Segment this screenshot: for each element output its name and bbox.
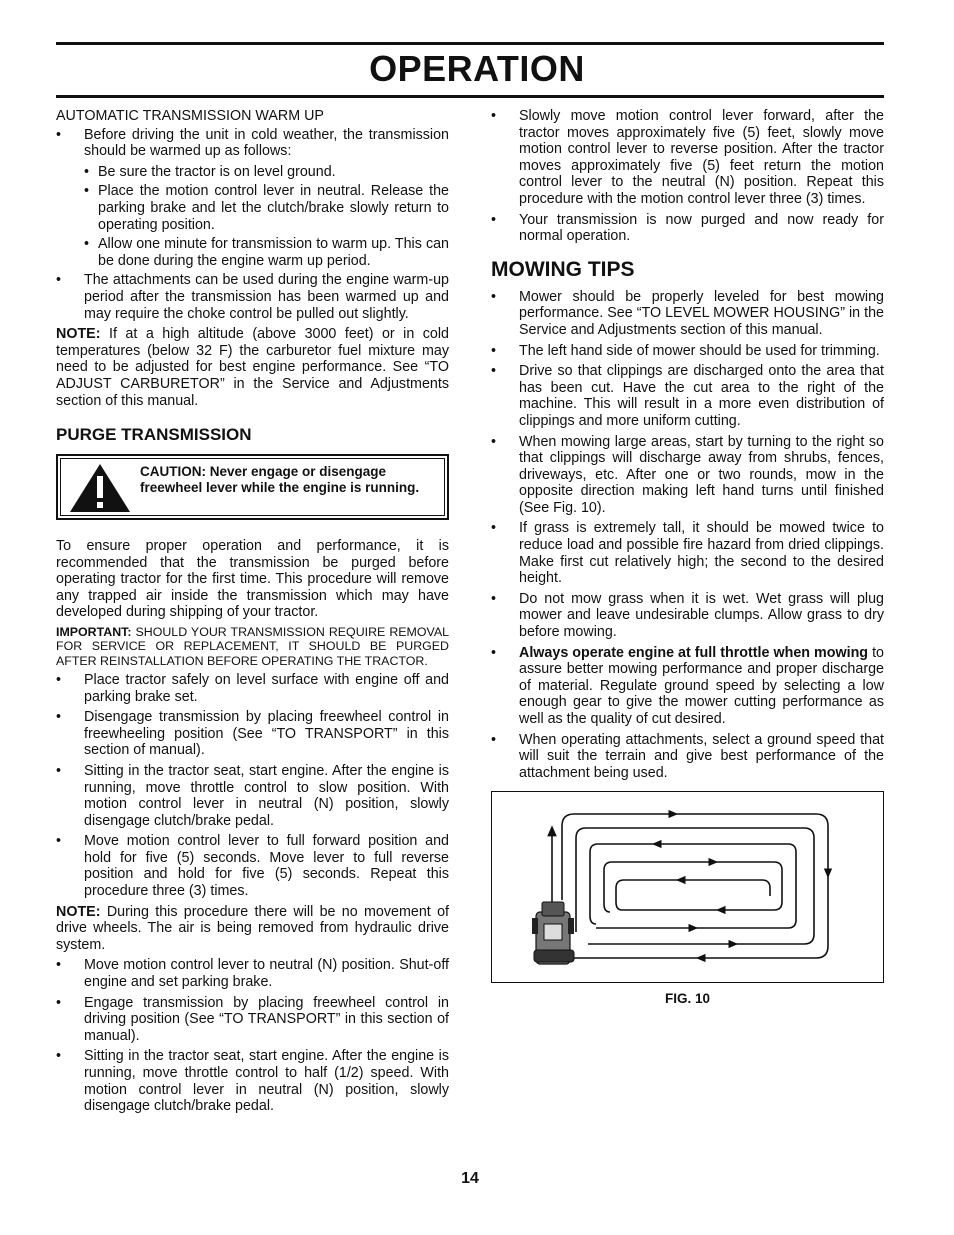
note-label: NOTE: — [56, 326, 101, 343]
note-altitude — [56, 326, 449, 409]
purge-intro: To ensure proper operation and performance, it is recommended that the transmission be purged before operating tractor for the first time. This procedure will remove any trapped air inside the transmission which may have developed during shipping of your tractor. — [56, 538, 449, 621]
tractor-icon — [532, 902, 574, 964]
mowing-tip: • Do not mow grass when it is wet. Wet grass will plug mower and leave undesirable clumps. Allow grass to dry before mowing. — [491, 591, 884, 641]
mowing-tip: • If grass is extremely tall, it should be mowed twice to reduce load and possible fire hazard from dried clippings. Make first cut relatively high; the second to the desired height. — [491, 520, 884, 586]
figure-mowing-pattern — [491, 791, 884, 983]
warning-triangle-icon — [68, 462, 132, 514]
warmup-sub-item: • Place the motion control lever in neutral. Release the parking brake and let the clutch/brake slowly return to operating position. — [56, 183, 449, 233]
purge-step: • Engage transmission by placing freewheel control in driving position (See “TO TRANSPORT” in this section of manual). — [56, 995, 449, 1045]
note-text: If at a high altitude (above 3000 feet) or in cold temperatures (below 32 F) the carburetor fuel mixture may need to be adjusted for best engine performance. See “TO ADJUST CARBURETOR” in the Service and Adjustments section of this manual. — [56, 326, 449, 409]
purge-step: • Sitting in the tractor seat, start engine. After the engine is running, move throttle control to half (1/2) speed. With motion control lever in neutral (N) position, slowly disengage clutch/brake pedal. — [56, 1048, 449, 1114]
important-text: SHOULD YOUR TRANSMISSION REQUIRE REMOVAL FOR SERVICE OR REPLACEMENT, IT SHOULD BE PURGED AFTER REINSTALLATION BEFORE OPERATING THE TRACTOR. — [56, 625, 449, 668]
mowing-tip: • Mower should be properly leveled for best mowing performance. See “TO LEVEL MOWER HOUSING” in the Service and Adjustments section of this manual. — [491, 289, 884, 339]
mowing-pattern-diagram — [492, 792, 883, 980]
note-purge — [56, 904, 449, 954]
throttle-text: to assure better mowing performance and proper discharge of material. Regulate ground speed by selecting a low enough gear to give the mower cutting performance as well as the quality of cut desired. — [519, 644, 884, 727]
left-column — [56, 108, 449, 1119]
mowing-tip-throttle — [491, 645, 884, 728]
throttle-bold-text: Always operate engine at full throttle when mowing — [519, 644, 869, 661]
purge-step: • Slowly move motion control lever forward, after the tractor moves approximately five (5) feet, slowly move motion control lever to reverse position. After the tractor moves approximately five (5) feet return the motion control lever to the neutral (N) position. Repeat this procedure with the motion control lever three (3) times. — [491, 108, 884, 208]
purge-step: • Move motion control lever to full forward position and hold for five (5) seconds. Move lever to full reverse position and hold for five (5) seconds. Repeat this procedure three (3) times. — [56, 833, 449, 899]
page-title: OPERATION — [369, 48, 585, 89]
warmup-heading: AUTOMATIC TRANSMISSION WARM UP — [56, 108, 324, 124]
caution-box — [56, 454, 449, 520]
header-rule-bottom — [56, 95, 884, 98]
page-number: 14 — [461, 1170, 479, 1187]
note-label: NOTE: — [56, 903, 101, 920]
header-rule-top — [56, 42, 884, 45]
mowing-tip: • Drive so that clippings are discharged onto the area that has been cut. Have the cut area to the right of the machine. This will result in a more even distribution of clippings and more uniform cutting. — [491, 363, 884, 429]
mowing-tips-heading: MOWING TIPS — [491, 257, 635, 281]
purge-step: • Disengage transmission by placing freewheel control in freewheeling position (See “TO TRANSPORT” in this section of manual). — [56, 709, 449, 759]
mowing-tip: • When mowing large areas, start by turning to the right so that clippings will discharge away from shrubs, fences, driveways, etc. After one or two rounds, mow in the opposite direction making left hand turns until finished (See Fig. 10). — [491, 434, 884, 517]
note-text: During this procedure there will be no movement of drive wheels. The air is being removed from hydraulic drive system. — [56, 903, 449, 953]
mowing-tip: • When operating attachments, select a ground speed that will suit the terrain and give best performance of the attachment being used. — [491, 732, 884, 782]
warmup-sub-item: • Allow one minute for transmission to warm up. This can be done during the engine warm up period. — [56, 236, 449, 269]
mowing-tip: • The left hand side of mower should be used for trimming. — [491, 343, 884, 360]
purge-step: • Place tractor safely on level surface with engine off and parking brake set. — [56, 672, 449, 705]
purge-heading: PURGE TRANSMISSION — [56, 425, 252, 445]
attachments-bullet: • The attachments can be used during the engine warm-up period after the transmission has been warmed up and may require the choke control be pulled out slightly. — [56, 272, 449, 322]
right-column — [491, 108, 884, 1008]
warmup-sub-item: • Be sure the tractor is on level ground. — [56, 164, 449, 181]
caution-text: CAUTION: Never engage or disengage freewheel lever while the engine is running. — [140, 464, 420, 495]
important-label: IMPORTANT: — [56, 625, 132, 640]
purge-step: • Your transmission is now purged and now ready for normal operation. — [491, 212, 884, 245]
purge-step: • Move motion control lever to neutral (N) position. Shut-off engine and set parking brake. — [56, 957, 449, 990]
important-notice — [56, 625, 449, 668]
purge-step: • Sitting in the tractor seat, start engine. After the engine is running, move throttle control to slow position. With motion control lever in neutral (N) position, slowly disengage clutch/brake pedal. — [56, 763, 449, 829]
warmup-bullet: • Before driving the unit in cold weather, the transmission should be warmed up as follows: — [56, 127, 449, 160]
figure-caption: FIG. 10 — [664, 991, 710, 1007]
